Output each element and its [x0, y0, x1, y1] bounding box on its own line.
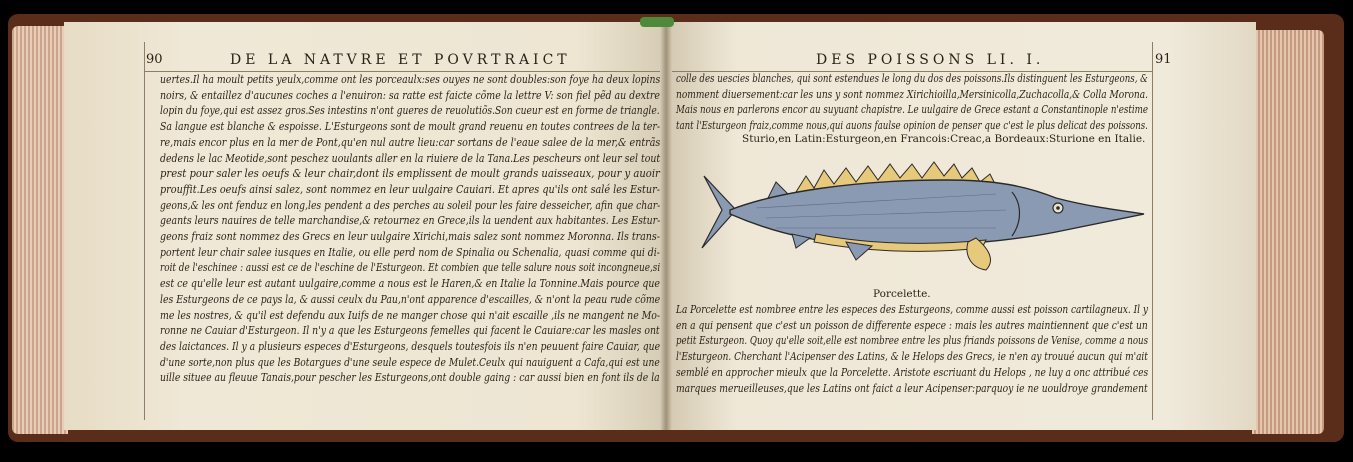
text-line: tant l'Esturgeon fraiz,comme nous,qui auons faulse opinion de penser que c'est le plus delicat des poissons.	[676, 119, 1148, 133]
fish-pectoral-fin	[967, 238, 991, 270]
left-margin-rule	[144, 42, 145, 420]
text-line: portent leur chair salee iusques en Italie, ou elle perd nom de Spinalia ou Schenalia, quasi comme qui di-	[160, 245, 660, 259]
bookmark-ribbon	[640, 17, 674, 27]
left-page-edges	[12, 26, 68, 434]
right-page	[666, 22, 1256, 430]
right-running-head: DES POISSONS LI. I.	[816, 52, 1045, 68]
text-line: uille situee au fleuue Tanais,pour pescher les Esturgeons,ont double gaing : car aussi bien en font ils de la	[160, 371, 660, 385]
text-line: les Esturgeons de ce pays la, & aussi ceulx du Pau,n'ont apparence d'escailles, & n'ont la peau rude cõme	[160, 292, 661, 306]
left-page	[64, 22, 666, 430]
text-line: prouffit.Les oeufs ainsi salez, sont nommez en leur uulgaire Cauiari. Et apres qu'ils ont salé les Estur-	[160, 182, 660, 196]
right-page-edges	[1252, 30, 1324, 434]
right-body-text	[676, 302, 1256, 396]
text-line: geons,& les ont fenduz en long,les pendent a des perches au soleil pour les faire desseicher, afin que char-	[160, 198, 661, 212]
text-line: roit de l'eschinee : aussi est ce de l'eschine de l'Esturgeon. Et combien que telle salure nous soit incongneue,si	[160, 261, 661, 275]
sturgeon-woodcut	[696, 148, 1146, 278]
text-line: geants leurs nauires de telle marchandise,& retournez en Grece,ils la uendent aux habitantes. Les Estur-	[160, 214, 661, 228]
text-line: re,mais encor plus en la mer de Pont,qu'en nul autre lieu:car sortans de l'eaue salee de la mer,& entrãs	[160, 135, 661, 149]
right-top-text	[676, 71, 1256, 134]
left-body-text	[160, 72, 666, 386]
text-line: noirs, & entaillez d'aucunes coches a l'enuiron: sa ratte est faicte cõme la lettre V: son fiel pẽd au dextre	[160, 88, 660, 102]
figure-caption: Sturio,en Latin:Esturgeon,en Francois:Creac,a Bordeaux:Sturione en Italie.	[742, 133, 1146, 145]
text-line: ronne ne Cauiar d'Esturgeon. Il n'y a que les Esturgeons femelles qui facent le Cauiare:car les masles ont	[160, 324, 660, 338]
text-line: l'Esturgeon. Cherchant l'Acipenser des Latins, & le Helops des Grecs, ie n'en ay trouué aucun qui m'ait	[676, 350, 1148, 364]
left-page-number: 90	[146, 52, 163, 67]
text-line: Sa langue est blanche & espoisse. L'Esturgeons sont de moult grand reuenu en toutes contrees de la ter-	[160, 120, 661, 134]
text-line: geons fraiz sont nommez des Grecs en leur uulgaire Xirichi,mais salez sont nommez Moronna. Ils trans-	[160, 230, 660, 244]
text-line: marques merueilleuses,que les Latins ont faict a leur Acipenser:parquoy ie ne uouldroye grandement	[676, 381, 1148, 395]
text-line: me les nostres, & qu'il est defendu aux Iuifs de ne manger chose qui n'ait escaille ,ils ne mangent ne Mo-	[160, 308, 661, 322]
text-line: d'une sorte,non plus que les Botargues d'une seule espece de Mulet.Ceulx qui nauiguent a Cafa,qui est une	[160, 355, 660, 369]
text-line: colle des uescies blanches, qui sont estendues le long du dos des poissons.Ils distinguent les Esturgeons, &	[676, 72, 1148, 85]
text-line: uertes.Il ha moult petits yeulx,comme ont les porceaulx:ses ouyes ne sont doubles:son foye ha deux lopins	[160, 73, 661, 86]
left-running-head: DE LA NATVRE ET POVRTRAICT	[230, 52, 571, 68]
text-line: des laictances. Il y a plusieurs especes d'Esturgeons, desquels toutesfois ils n'en peuuent faire Cauiar, que	[160, 339, 661, 353]
text-line: nomment diuersement:car les uns y sont nommez Xirichioilla,Mersinicolla,Zuchacolla,& Colla Morona.	[676, 87, 1149, 101]
text-line: Mais nous en parlerons encor au suyuant chapistre. Le uulgaire de Grece estant a Constantinople n'estime	[676, 103, 1149, 117]
book-gutter	[660, 22, 672, 430]
section-title: Porcelette.	[873, 288, 931, 300]
text-line: semblé en approcher mieulx que la Porcelette. Aristote escriuant du Helops , ne luy a onc attribué ces	[676, 365, 1149, 379]
fish-pupil	[1056, 206, 1060, 210]
text-line: en a qui pensent que c'est un poisson de differente espece : mais les autres maintiennent que c'est un	[676, 318, 1148, 332]
text-line: prest pour saler les oeufs & leur chair,dont ils emplissent de moult grands uaisseaux, pour y auoir	[160, 167, 660, 181]
text-line: lopin du foye,qui est assez gros.Ses intestins n'ont gueres de reuolutiõs.Son cueur est en forme de triangle.	[160, 104, 660, 118]
text-line: La Porcelette est nombree entre les especes des Esturgeons, comme aussi est poisson cartilagneux. Il y	[676, 303, 1148, 316]
right-page-number: 91	[1155, 52, 1172, 67]
text-line: est ce qu'elle leur est autant uulgaire,comme a nous est le Haren,& en Italie la Tonnine.Mais pource que	[160, 277, 660, 291]
text-line: petit Esturgeon. Quoy qu'elle soit,elle est nombree entre les plus friands poissons de Venise, comme a nous	[676, 334, 1149, 348]
text-line: dedens le lac Meotide,sont peschez uoulants aller en la riuiere de la Tana.Les pescheurs ont leur sel tout	[160, 151, 661, 165]
